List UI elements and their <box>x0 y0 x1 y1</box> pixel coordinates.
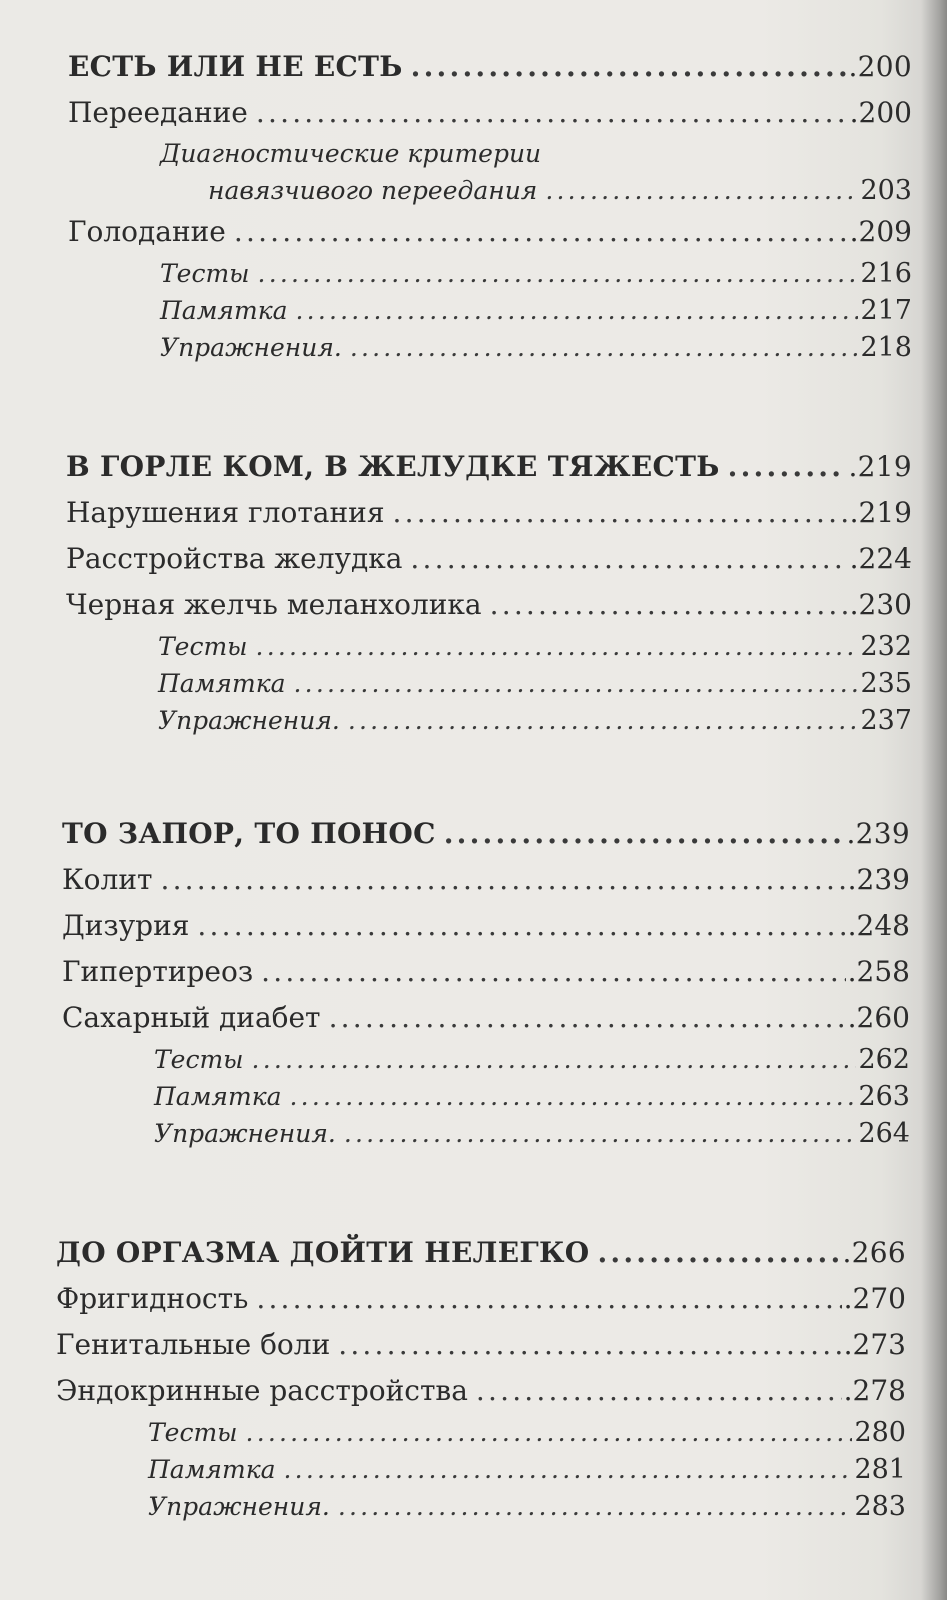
dot-leader <box>490 582 848 628</box>
dot-leader <box>294 665 859 702</box>
toc-subentry <box>68 172 912 209</box>
toc-subentry <box>56 1488 906 1525</box>
entry-title: Расстройства желудка <box>66 542 403 575</box>
page-number: 283 <box>854 1491 906 1522</box>
toc-entry <box>62 857 910 903</box>
dot-leader <box>545 172 858 209</box>
toc-subentry <box>66 665 912 702</box>
dot-leader <box>597 1230 840 1276</box>
toc-section-4 <box>56 1230 906 1525</box>
subentry-title: Упражнения. <box>154 1119 336 1148</box>
page-number: .200 <box>848 50 912 83</box>
entry-title: Дизурия <box>62 909 190 942</box>
dot-leader <box>256 628 859 665</box>
subentry-title-cont: навязчивого переедания <box>208 176 538 205</box>
chapter-heading <box>62 811 910 857</box>
page-number: .200 <box>849 96 912 129</box>
page-number: .278 <box>843 1374 906 1407</box>
toc-entry <box>62 949 910 995</box>
dot-leader <box>393 490 848 536</box>
page-number: .219 <box>848 450 912 483</box>
toc-subentry-line1 <box>68 136 912 172</box>
page-number: .239 <box>846 817 910 850</box>
dot-leader <box>338 1488 853 1525</box>
dot-leader <box>411 44 847 90</box>
page-number: .270 <box>843 1282 906 1315</box>
page-number: .230 <box>849 588 912 621</box>
dot-leader <box>160 857 845 903</box>
toc-entry <box>62 903 910 949</box>
page-edge-shadow <box>921 0 947 1600</box>
toc-subentry <box>68 329 912 366</box>
dot-leader <box>258 255 859 292</box>
entry-title: Переедание <box>68 96 248 129</box>
subentry-title: Памятка <box>154 1082 282 1111</box>
page-number: .209 <box>849 215 912 248</box>
page-number: 203 <box>860 175 912 206</box>
chapter-title: ДО ОРГАЗМА ДОЙТИ НЕЛЕГКО <box>56 1236 590 1269</box>
toc-entry <box>66 536 912 582</box>
dot-leader <box>246 1414 853 1451</box>
page-number: .266 <box>842 1236 906 1269</box>
toc-section-3 <box>62 811 910 1152</box>
dot-leader <box>329 995 846 1041</box>
page-number: 216 <box>860 258 912 289</box>
toc-subentry <box>62 1115 910 1152</box>
page-number: .273 <box>843 1328 906 1361</box>
chapter-heading <box>56 1230 906 1276</box>
entry-title: Гипертиреоз <box>62 955 254 988</box>
page-number: .239 <box>847 863 910 896</box>
entry-title: Нарушения глотания <box>66 496 385 529</box>
entry-title: Фригидность <box>56 1282 249 1315</box>
page-number: 281 <box>854 1454 906 1485</box>
dot-leader <box>197 903 845 949</box>
page-number: .260 <box>847 1001 910 1034</box>
page-number: .258 <box>847 955 910 988</box>
entry-title: Черная желчь меланхолика <box>66 588 482 621</box>
toc-entry <box>56 1322 906 1368</box>
subentry-title: Памятка <box>158 669 286 698</box>
subentry-title: Упражнения. <box>158 706 340 735</box>
page-number: 262 <box>858 1044 910 1075</box>
entry-title: Генитальные боли <box>56 1328 331 1361</box>
entry-title: Эндокринные расстройства <box>56 1374 468 1407</box>
toc-subentry <box>68 292 912 329</box>
toc-entry <box>68 90 912 136</box>
toc-section-1 <box>68 44 912 366</box>
entry-title: Колит <box>62 863 153 896</box>
dot-leader <box>410 536 847 582</box>
page-number: 235 <box>860 668 912 699</box>
entry-title: Сахарный диабет <box>62 1001 321 1034</box>
entry-title: Голодание <box>68 215 226 248</box>
page-number: 217 <box>860 295 912 326</box>
dot-leader <box>476 1368 842 1414</box>
toc-subentry <box>66 702 912 739</box>
dot-leader <box>348 702 859 739</box>
page-number: 218 <box>860 332 912 363</box>
dot-leader <box>252 1041 857 1078</box>
toc-subentry <box>62 1078 910 1115</box>
page-number: 263 <box>858 1081 910 1112</box>
toc-subentry <box>62 1041 910 1078</box>
toc-subentry <box>68 255 912 292</box>
dot-leader <box>338 1322 841 1368</box>
page-number: 280 <box>854 1417 906 1448</box>
chapter-title: ЕСТЬ ИЛИ НЕ ЕСТЬ <box>68 50 403 83</box>
chapter-heading <box>66 444 912 490</box>
toc-entry <box>62 995 910 1041</box>
dot-leader <box>284 1451 853 1488</box>
dot-leader <box>261 949 846 995</box>
dot-leader <box>256 90 848 136</box>
dot-leader <box>256 1276 841 1322</box>
dot-leader <box>728 444 847 490</box>
subentry-title: Упражнения. <box>148 1492 330 1521</box>
subentry-title: Памятка <box>148 1455 276 1484</box>
page-number: .219 <box>849 496 912 529</box>
dot-leader <box>296 292 859 329</box>
subentry-title: Памятка <box>160 296 288 325</box>
page-number: 264 <box>858 1118 910 1149</box>
page-number: 232 <box>860 631 912 662</box>
dot-leader <box>234 209 848 255</box>
toc-section-2 <box>66 444 912 739</box>
toc-entry <box>56 1276 906 1322</box>
dot-leader <box>344 1115 857 1152</box>
subentry-title: Диагностические критерии <box>160 139 542 168</box>
page-number: .248 <box>847 909 910 942</box>
dot-leader <box>350 329 859 366</box>
toc-entry <box>66 582 912 628</box>
chapter-title: ТО ЗАПОР, ТО ПОНОС <box>62 817 436 850</box>
chapter-heading <box>68 44 912 90</box>
toc-subentry <box>56 1451 906 1488</box>
toc-entry <box>56 1368 906 1414</box>
toc-entry <box>66 490 912 536</box>
page-number: .224 <box>849 542 912 575</box>
toc-entry <box>68 209 912 255</box>
dot-leader <box>444 811 845 857</box>
subentry-title: Тесты <box>154 1045 244 1074</box>
toc-subentry <box>66 628 912 665</box>
toc-subentry <box>56 1414 906 1451</box>
page-number: 237 <box>860 705 912 736</box>
subentry-title: Тесты <box>160 259 250 288</box>
subentry-title: Тесты <box>148 1418 238 1447</box>
subentry-title: Упражнения. <box>160 333 342 362</box>
subentry-title: Тесты <box>158 632 248 661</box>
chapter-title: В ГОРЛЕ КОМ, В ЖЕЛУДКЕ ТЯЖЕСТЬ <box>66 450 720 483</box>
dot-leader <box>290 1078 857 1115</box>
